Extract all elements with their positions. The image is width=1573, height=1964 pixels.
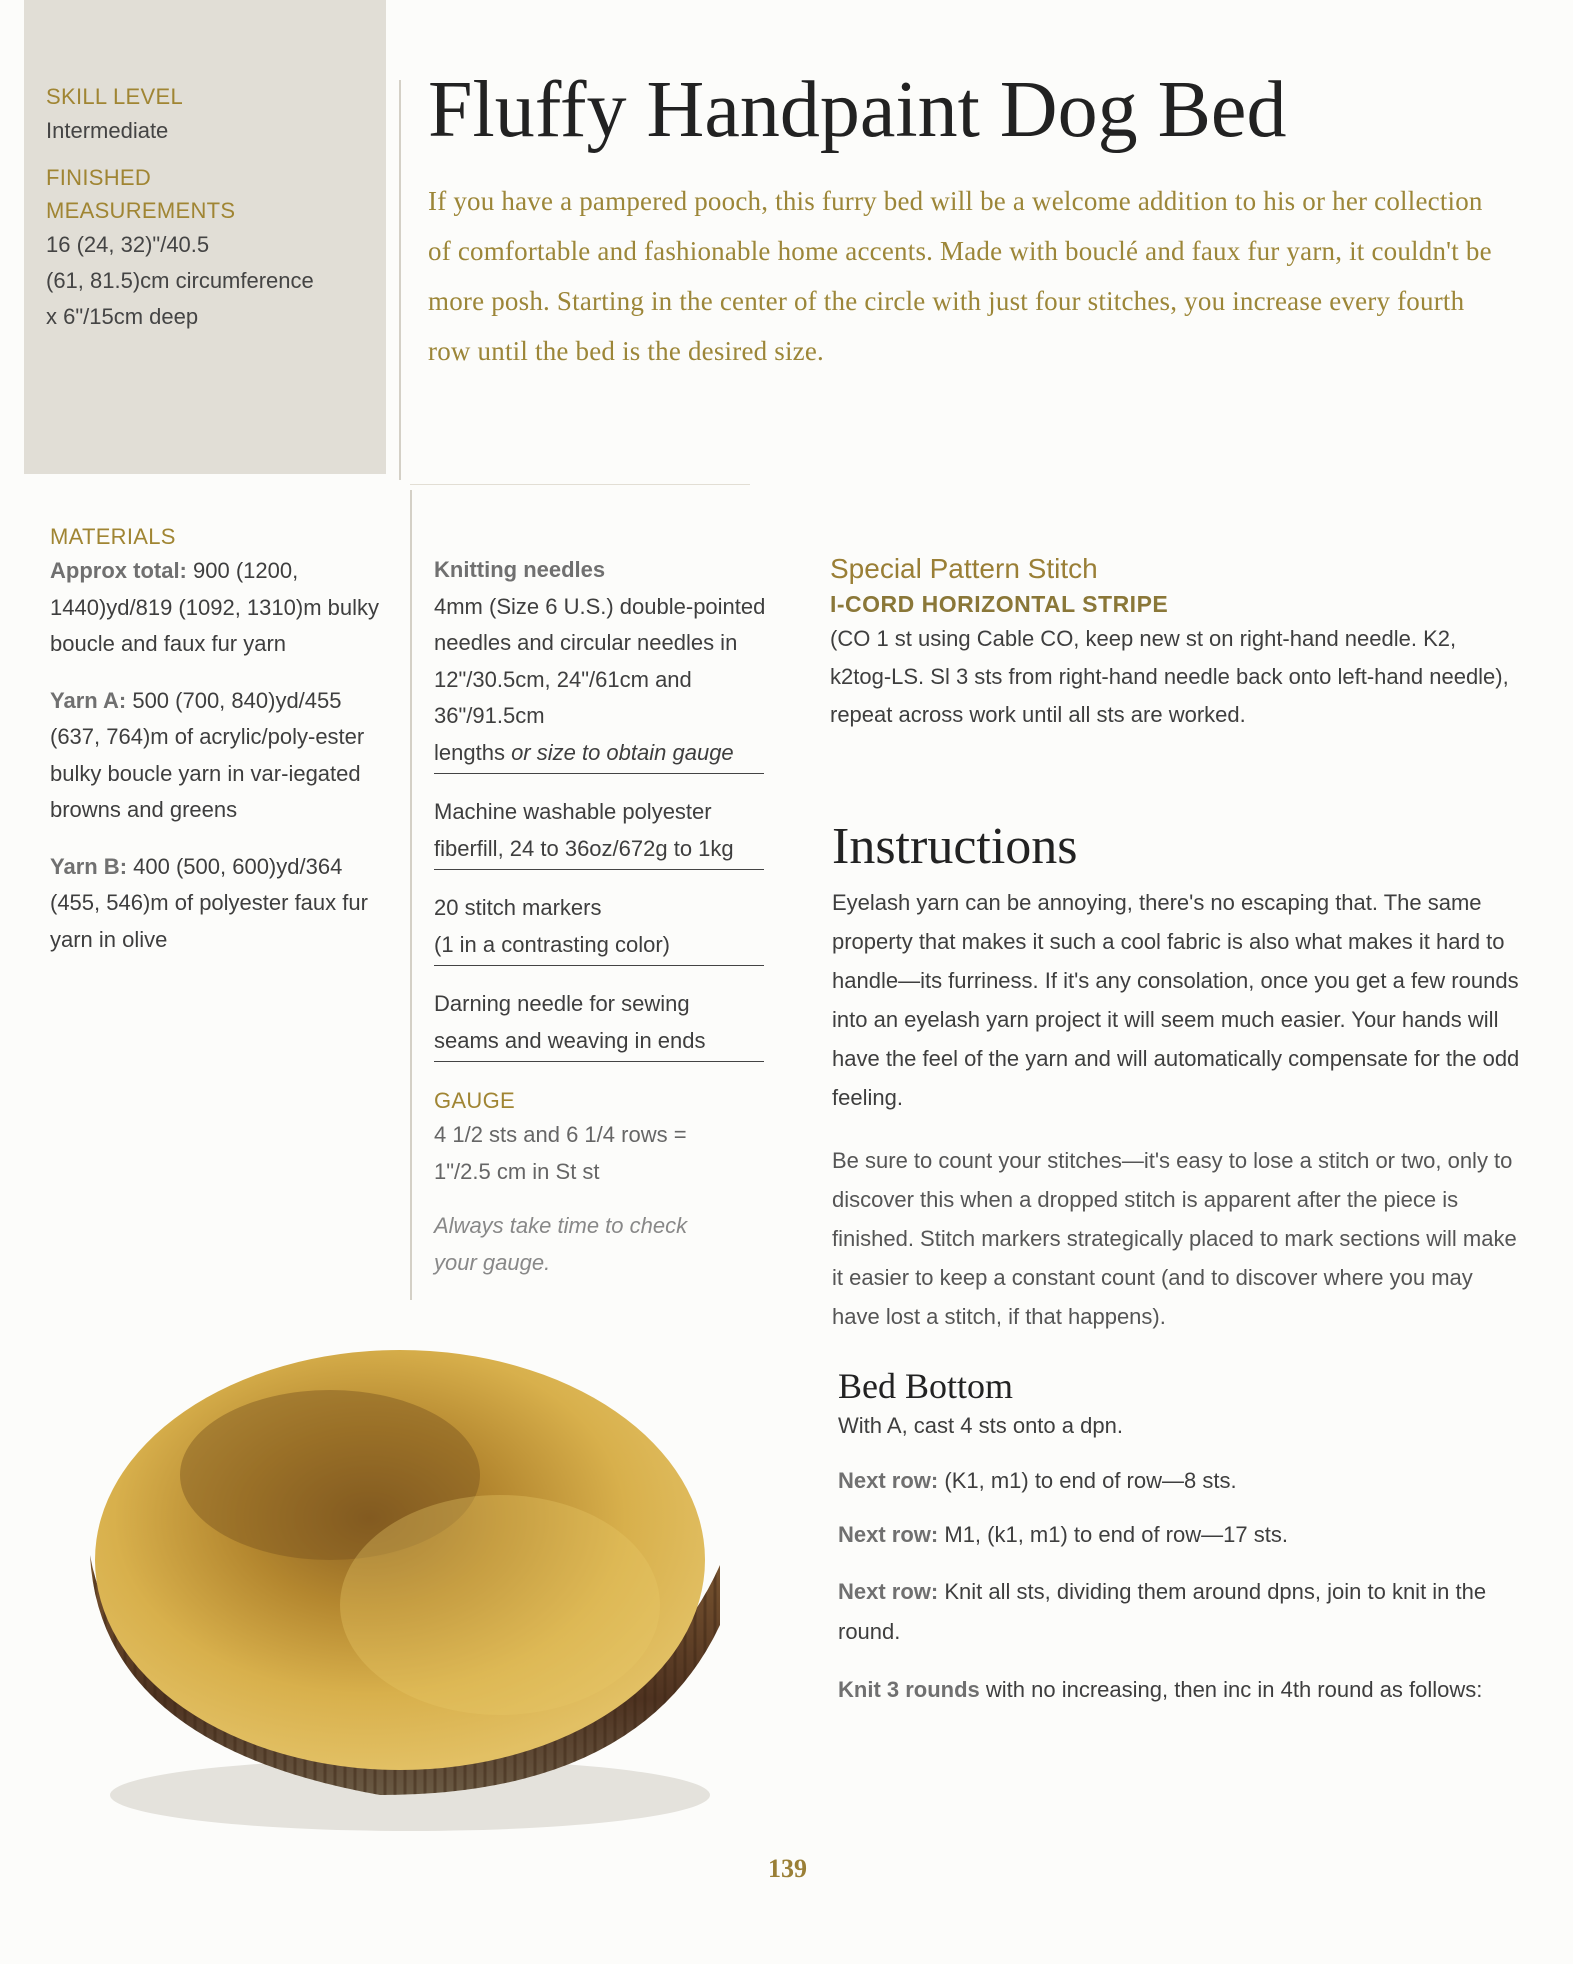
instructions-para-1: Eyelash yarn can be annoying, there's no escaping that. The same property that makes it such a cool fabric is also what makes it hard to handle—its furriness. If it's any consolation, once you get a few rounds into an eyelash yarn project it will seem much easier. Your hands will have the feel of the yarn and will automatically compensate for the odd feeling.: [832, 890, 1520, 1110]
yarn-a-text: 500 (700, 840)yd/455 (637, 764)m of acrylic/poly-ester bulky boucle yarn in var-iegated browns and greens: [50, 687, 365, 822]
approx-total: [50, 553, 390, 663]
fiberfill-line-2: fiberfill, 24 to 36oz/672g to 1kg: [434, 831, 764, 871]
measurements-line-1: 16 (24, 32)"/40.5: [46, 232, 210, 257]
skill-level-value: Intermediate: [46, 118, 169, 143]
gauge-note-2: your gauge.: [434, 1249, 551, 1275]
gauge-line-1: 4 1/2 sts and 6 1/4 rows =: [434, 1122, 687, 1147]
page-title: Fluffy Handpaint Dog Bed: [428, 66, 1287, 154]
needles-gauge-line: [434, 735, 764, 775]
dog-bed-photo: [80, 1325, 740, 1845]
next-row-2: [838, 1517, 1528, 1554]
fiberfill-line-1: Machine washable polyester: [434, 799, 712, 824]
special-stitch-text: (CO 1 st using Cable CO, keep new st on right-hand needle. K2, k2tog-LS. Sl 3 sts from right-hand needle back onto left-hand needle), repeat across work until all sts are worked.: [830, 626, 1509, 727]
next-row-1: [838, 1463, 1528, 1500]
materials-column: [50, 520, 390, 978]
yarn-b: [50, 849, 390, 959]
special-stitch-section: [830, 550, 1510, 734]
needles-text: 4mm (Size 6 U.S.) double-pointed needles and circular needles in 12"/30.5cm, 24"/61cm and 36"/91.5cm: [434, 593, 766, 728]
next-row-label: Next row:: [838, 1522, 939, 1547]
skill-level-label: SKILL LEVEL: [46, 84, 184, 109]
special-stitch-heading: Special Pattern Stitch: [830, 553, 1098, 584]
bed-bottom-section: [838, 1364, 1528, 1730]
instructions-section: [832, 815, 1522, 1356]
darning-line-2: seams and weaving in ends: [434, 1023, 764, 1063]
gauge-heading: GAUGE: [434, 1088, 515, 1113]
measurements-label-2: MEASUREMENTS: [46, 198, 236, 223]
yarn-a-label: Yarn A:: [50, 687, 127, 713]
skill-info-box: [24, 0, 386, 474]
bed-bottom-cast: With A, cast 4 sts onto a dpn.: [838, 1413, 1123, 1438]
needles-lengths: lengths: [434, 739, 512, 765]
needles-column: [434, 552, 774, 1281]
next-row-3: [838, 1572, 1528, 1652]
approx-total-label: Approx total:: [50, 558, 187, 583]
measurements-line-2: (61, 81.5)cm circumference: [46, 268, 314, 293]
markers-line-2: (1 in a contrasting color): [434, 927, 764, 967]
next-row-label: Next row:: [838, 1578, 939, 1604]
intro-paragraph: If you have a pampered pooch, this furry bed will be a welcome addition to his or her collection of comfortable and fashionable home accents. Made with bouclé and faux fur yarn, it couldn't be more posh. Starting in the center of the circle with just four stitches, you increase every fourth row until the bed is the desired size.: [428, 186, 1492, 366]
instructions-para-2: Be sure to count your stitches—it's easy to lose a stitch or two, only to discover this when a dropped stitch is apparent after the piece is finished. Stitch markers strategically placed to mark sections will make it easier to keep a constant count (and to discover where you may have lost a stitch, if that happens).: [832, 1148, 1517, 1329]
materials-heading: MATERIALS: [50, 524, 176, 549]
measurements-label-1: FINISHED: [46, 165, 152, 190]
next-row-label: Next row:: [838, 1467, 939, 1493]
approx-total-text: 900 (1200, 1440)yd/819 (1092, 1310)m bulky boucle and faux fur yarn: [50, 558, 379, 656]
next-row-1-text: (K1, m1) to end of row—8 sts.: [938, 1467, 1237, 1493]
darning-line-1: Darning needle for sewing: [434, 991, 690, 1016]
knit-3-rounds-text: with no increasing, then inc in 4th round as follows:: [979, 1676, 1483, 1702]
yarn-a: [50, 683, 390, 829]
needles-heading: Knitting needles: [434, 557, 606, 582]
bed-fur-highlight: [340, 1495, 660, 1715]
knit-3-rounds-label: Knit 3 rounds: [838, 1676, 980, 1702]
measurements-line-3: x 6"/15cm deep: [46, 304, 199, 329]
gauge-line-2: 1"/2.5 cm in St st: [434, 1158, 600, 1184]
page-number: 139: [768, 1854, 807, 1883]
next-row-3-text: Knit all sts, dividing them around dpns, join to knit in the round.: [838, 1578, 1487, 1644]
gauge-note-1: Always take time to check: [434, 1213, 688, 1238]
instructions-heading: Instructions: [832, 818, 1078, 875]
needles-gauge-note: or size to obtain gauge: [511, 739, 734, 765]
knit-3-rounds: [838, 1670, 1528, 1710]
divider-top: [399, 80, 401, 480]
yarn-b-label: Yarn B:: [50, 853, 128, 879]
special-stitch-subheading: I-CORD HORIZONTAL STRIPE: [830, 591, 1169, 617]
bed-bottom-heading: Bed Bottom: [838, 1366, 1014, 1406]
markers-line-1: 20 stitch markers: [434, 895, 602, 920]
yarn-b-text: 400 (500, 600)yd/364 (455, 546)m of polyester faux fur yarn in olive: [50, 853, 368, 952]
divider-horizontal: [410, 484, 750, 485]
next-row-2-text: M1, (k1, m1) to end of row—17 sts.: [938, 1522, 1288, 1547]
divider-mid: [410, 490, 412, 1300]
